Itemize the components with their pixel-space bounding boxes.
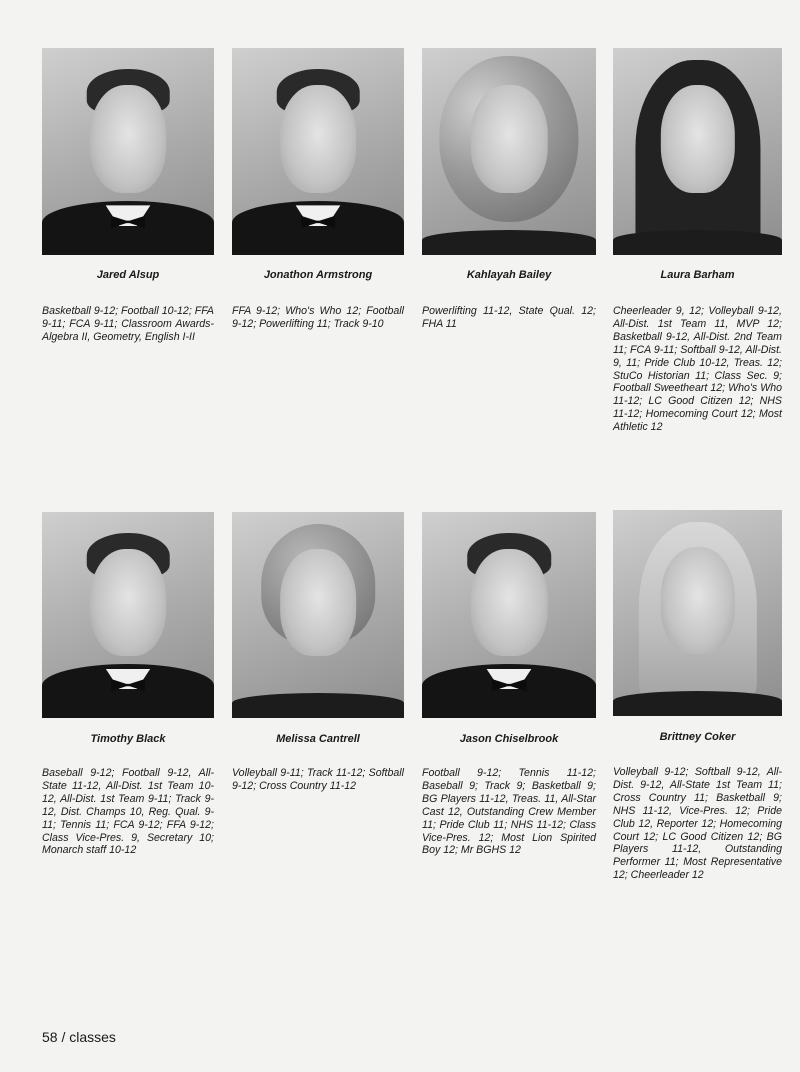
student-photo xyxy=(42,48,214,255)
student-photo xyxy=(232,48,404,255)
student-name: Laura Barham xyxy=(660,269,735,281)
student-photo xyxy=(232,512,404,718)
student-photo xyxy=(422,48,596,255)
page-footer: 58 / classes xyxy=(42,1029,116,1045)
student-activities: Baseball 9-12; Football 9-12, All-State 11-12, All-Dist. 1st Team 10-12, All-Dist. 1st Team 9-11; Track 9-12, Dist. Champs 10, Reg. Qual. 9-11; Tennis 11; FCA 9-12; FFA 9-12; Class Vice-Pres. 9, Secretary 10; Monarch staff 10-12 xyxy=(42,767,214,857)
student-name: Jason Chiselbrook xyxy=(459,733,559,745)
student-photo xyxy=(613,48,782,255)
student-activities: FFA 9-12; Who's Who 12; Football 9-12; Powerlifting 11; Track 9-10 xyxy=(232,305,404,330)
student-photo xyxy=(422,512,596,718)
student-name: Kahlayah Bailey xyxy=(466,269,552,281)
student-photo xyxy=(613,510,782,716)
student-activities: Basketball 9-12; Football 10-12; FFA 9-11; FCA 9-11; Classroom Awards-Algebra II, Geometry, English I-II xyxy=(42,305,214,343)
student-activities: Volleyball 9-11; Track 11-12; Softball 9-12; Cross Country 11-12 xyxy=(232,767,404,792)
student-activities: Powerlifting 11-12, State Qual. 12; FHA 11 xyxy=(422,305,596,330)
student-name: Brittney Coker xyxy=(659,731,736,743)
student-name: Jared Alsup xyxy=(96,269,160,281)
student-activities: Volleyball 9-12; Softball 9-12, All-Dist. 9-12, All-State 1st Team 11; Cross Country 11; Basketball 9; NHS 11-12, Vice-Pres. 12; Pride Club 12, Reporter 12; Homecoming Court 12; LC Good Citizen 12; BG Players 11-12, Outstanding Performer 11; Most Representative 12; Cheerleader 12 xyxy=(613,766,782,882)
student-photo xyxy=(42,512,214,718)
student-activities: Cheerleader 9, 12; Volleyball 9-12, All-Dist. 1st Team 11, MVP 12; Basketball 9-12, All-Dist. 2nd Team 11; FCA 9-11; Softball 9-12, All-Dist. 9, 11; Pride Club 10-12, Treas. 12; StuCo Historian 11; Class Sec. 9; Football Sweetheart 12; Who's Who 11-12; LC Good Citizen 12; NHS 11-12; Homecoming Court 12; Most Athletic 12 xyxy=(613,305,782,434)
student-name: Jonathon Armstrong xyxy=(263,269,373,281)
student-activities: Football 9-12; Tennis 11-12; Baseball 9; Track 9; Basketball 9; BG Players 11-12, Treas. 11, All-Star Cast 12, Outstanding Crew Member 11; Pride Club 11; NHS 11-12; Class Vice-Pres. 12; Most Lion Spirited Boy 12; Mr BGHS 12 xyxy=(422,767,596,857)
student-name: Timothy Black xyxy=(90,733,166,745)
student-name: Melissa Cantrell xyxy=(276,733,360,745)
